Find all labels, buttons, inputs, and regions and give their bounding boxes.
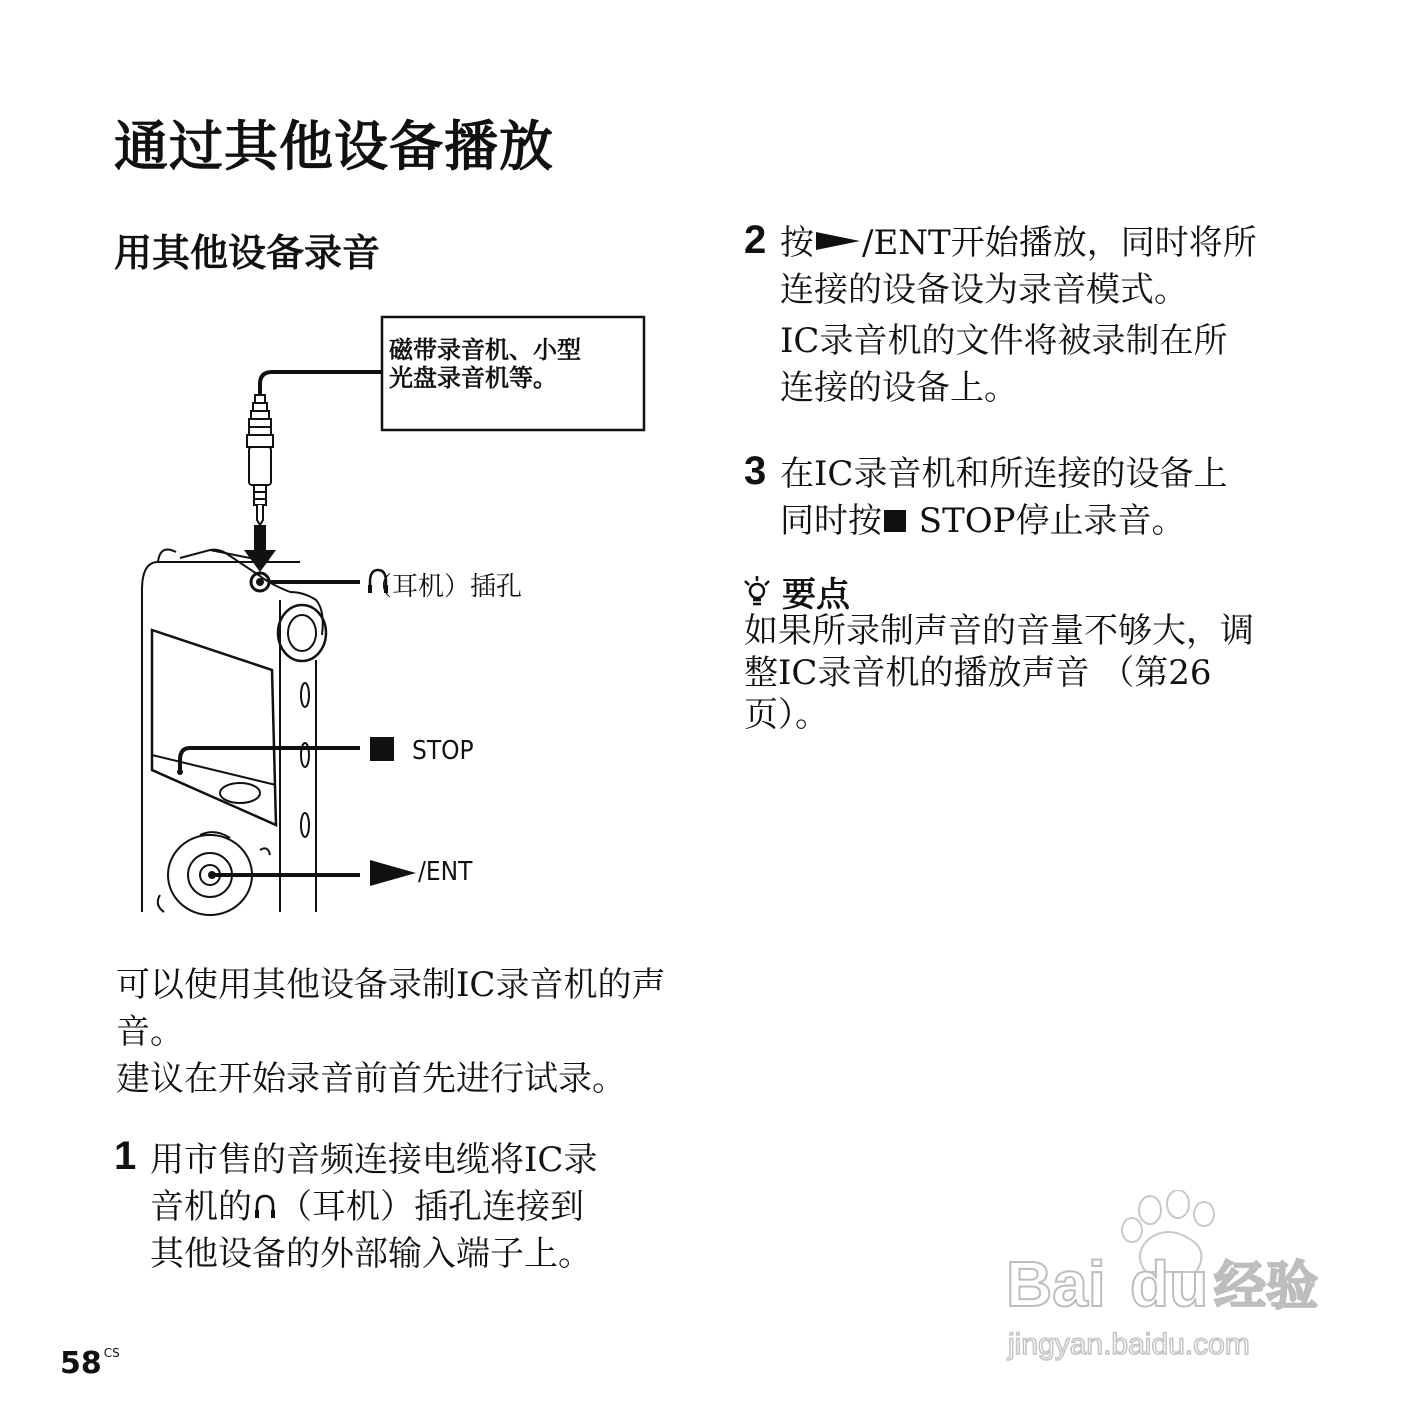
page-number: 58 $^{CS}$ (60, 1346, 120, 1381)
stop-icon (370, 737, 394, 761)
intro-paragraph: 可以使用其他设备录制IC录音机的声音。 (116, 965, 666, 1052)
step-text: 按 /ENT开始播放，同时将所 连接的设备设为录音模式。 IC录音机的文件将被录制在所 连接的设备上。 (780, 223, 1257, 408)
headphone-icon (252, 1192, 278, 1222)
hint-heading: 要点 (742, 567, 850, 616)
hint-text: 如果所录制声音的音量不够大，调 整IC录音机的播放声音 （第26 页）。 (744, 611, 1254, 735)
ic-recorder (142, 550, 326, 915)
play-ent-button-label: /ENT (418, 857, 473, 887)
stop-button-label: STOP (412, 736, 474, 766)
connection-diagram (120, 300, 680, 920)
pointer-lines (180, 582, 360, 875)
step-number: 2 (744, 218, 767, 262)
plug-connector (247, 395, 273, 525)
watermark-url: jingyan.baidu.com (1008, 1328, 1250, 1361)
step-number: 1 (114, 1134, 137, 1178)
page-title: 通过其他设备播放 (114, 115, 554, 178)
intro-paragraph: 建议在开始录音前首先进行试录。 (116, 1059, 626, 1099)
headphone-jack-label: （耳机）插孔 (366, 572, 523, 602)
audio-cable (260, 372, 382, 395)
play-icon (370, 860, 416, 886)
baidu-jingyan-watermark (1000, 1190, 1340, 1370)
watermark-brand2: du (1130, 1248, 1209, 1320)
watermark-service: 经验 (1214, 1258, 1319, 1316)
step-number: 3 (744, 449, 767, 493)
intro-text (116, 962, 676, 1103)
insert-arrow (244, 525, 276, 572)
play-icon (814, 226, 862, 256)
external-device-callout: 磁带录音机、小型 光盘录音机等。 (389, 336, 581, 392)
step-text: 在IC录音机和所连接的设备上 同时按 STOP停止录音。 (780, 454, 1228, 541)
section-title: 用其他设备录音 (114, 231, 381, 275)
lightbulb-icon (742, 575, 772, 609)
watermark-brand: Bai (1006, 1248, 1106, 1320)
stop-icon (882, 505, 908, 535)
step-text: 用市售的音频连接电缆将IC录 音机的 （耳机）插孔连接到 其他设备的外部输入端子上。 (150, 1140, 598, 1274)
